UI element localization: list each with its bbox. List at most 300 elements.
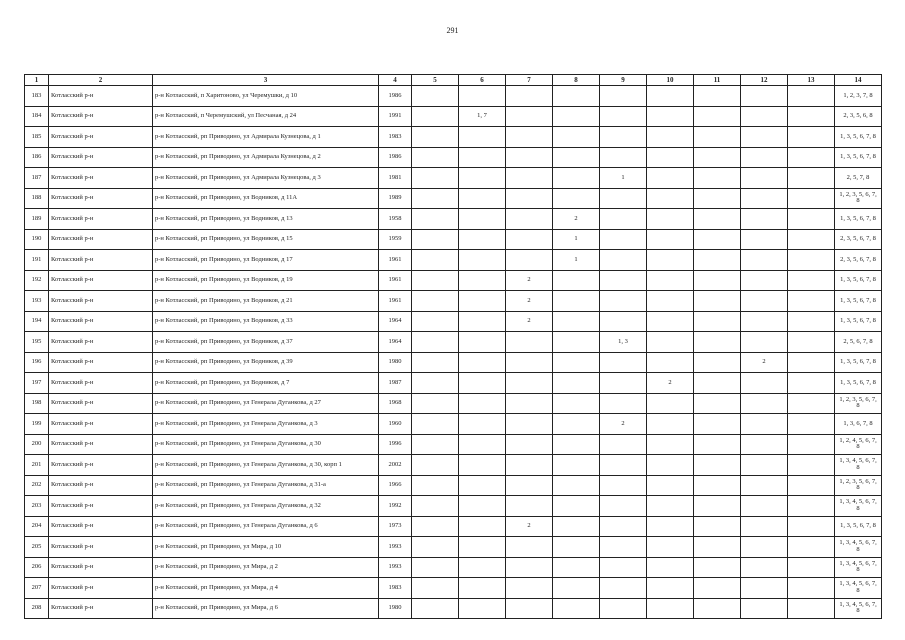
col11-cell (694, 434, 741, 455)
col11-cell (694, 414, 741, 435)
district-cell: Котласский р-н (49, 434, 153, 455)
year-cell: 2002 (379, 455, 412, 476)
col8-cell (553, 270, 600, 291)
table-row (25, 557, 882, 578)
col8-cell (553, 496, 600, 517)
col9-cell (600, 106, 647, 127)
col9-cell (600, 250, 647, 271)
district-cell: Котласский р-н (49, 147, 153, 168)
col12-cell: 2 (741, 352, 788, 373)
col9-cell (600, 147, 647, 168)
col11-cell (694, 106, 741, 127)
col6-cell (459, 188, 506, 209)
year-cell: 1993 (379, 557, 412, 578)
col8-cell (553, 291, 600, 312)
table-row (25, 291, 882, 312)
district-cell: Котласский р-н (49, 537, 153, 558)
table-row (25, 475, 882, 496)
year-cell: 1989 (379, 188, 412, 209)
col12-cell (741, 311, 788, 332)
column-header-12: 12 (741, 75, 788, 86)
table-body (25, 86, 882, 619)
address-cell: р-н Котласский, рп Приводино, ул Адмирала Кузнецова, д 3 (153, 168, 379, 189)
year-cell: 1968 (379, 393, 412, 414)
year-cell: 1959 (379, 229, 412, 250)
codes-cell: 1, 3, 4, 5, 6, 7, 8 (835, 557, 882, 578)
col6-cell (459, 168, 506, 189)
col5-cell (412, 393, 459, 414)
col9-cell (600, 455, 647, 476)
col10-cell (647, 414, 694, 435)
col11-cell (694, 332, 741, 353)
col13-cell (788, 291, 835, 312)
row-number: 188 (25, 188, 49, 209)
registry-table (24, 74, 882, 619)
col7-cell (506, 250, 553, 271)
col7-cell (506, 414, 553, 435)
col6-cell (459, 537, 506, 558)
col5-cell (412, 455, 459, 476)
row-number: 203 (25, 496, 49, 517)
year-cell: 1960 (379, 414, 412, 435)
year-cell: 1986 (379, 86, 412, 107)
table-row (25, 106, 882, 127)
col5-cell (412, 147, 459, 168)
col9-cell (600, 373, 647, 394)
codes-cell: 2, 5, 7, 8 (835, 168, 882, 189)
col6-cell (459, 496, 506, 517)
col8-cell: 1 (553, 229, 600, 250)
address-cell: р-н Котласский, рп Приводино, ул Генерала Дуганкова, д 27 (153, 393, 379, 414)
codes-cell: 1, 3, 4, 5, 6, 7, 8 (835, 578, 882, 599)
col6-cell (459, 270, 506, 291)
col10-cell (647, 434, 694, 455)
row-number: 187 (25, 168, 49, 189)
col6-cell (459, 393, 506, 414)
col6-cell (459, 352, 506, 373)
district-cell: Котласский р-н (49, 270, 153, 291)
address-cell: р-н Котласский, рп Приводино, ул Водников, д 21 (153, 291, 379, 312)
col12-cell (741, 168, 788, 189)
col7-cell (506, 434, 553, 455)
col12-cell (741, 537, 788, 558)
col12-cell (741, 332, 788, 353)
codes-cell: 2, 3, 5, 6, 7, 8 (835, 229, 882, 250)
codes-cell: 2, 3, 5, 6, 8 (835, 106, 882, 127)
row-number: 204 (25, 516, 49, 537)
col9-cell (600, 352, 647, 373)
codes-cell: 1, 3, 4, 5, 6, 7, 8 (835, 598, 882, 619)
col7-cell (506, 86, 553, 107)
col9-cell: 1 (600, 168, 647, 189)
col8-cell (553, 578, 600, 599)
year-cell: 1966 (379, 475, 412, 496)
col13-cell (788, 516, 835, 537)
col7-cell: 2 (506, 311, 553, 332)
codes-cell: 1, 3, 4, 5, 6, 7, 8 (835, 537, 882, 558)
district-cell: Котласский р-н (49, 168, 153, 189)
col10-cell (647, 127, 694, 148)
address-cell: р-н Котласский, п Черемушский, ул Песчаная, д 24 (153, 106, 379, 127)
table-row (25, 209, 882, 230)
year-cell: 1961 (379, 270, 412, 291)
col5-cell (412, 414, 459, 435)
col7-cell (506, 578, 553, 599)
year-cell: 1993 (379, 537, 412, 558)
col13-cell (788, 147, 835, 168)
col7-cell: 2 (506, 516, 553, 537)
codes-cell: 2, 5, 6, 7, 8 (835, 332, 882, 353)
col8-cell (553, 311, 600, 332)
district-cell: Котласский р-н (49, 311, 153, 332)
col13-cell (788, 311, 835, 332)
row-number: 201 (25, 455, 49, 476)
col8-cell: 2 (553, 209, 600, 230)
col13-cell (788, 373, 835, 394)
address-cell: р-н Котласский, рп Приводино, ул Водников, д 11А (153, 188, 379, 209)
col7-cell (506, 496, 553, 517)
col12-cell (741, 578, 788, 599)
year-cell: 1958 (379, 209, 412, 230)
col6-cell (459, 557, 506, 578)
col10-cell (647, 250, 694, 271)
col12-cell (741, 557, 788, 578)
col9-cell (600, 537, 647, 558)
col13-cell (788, 557, 835, 578)
row-number: 207 (25, 578, 49, 599)
year-cell: 1961 (379, 250, 412, 271)
col7-cell (506, 229, 553, 250)
col11-cell (694, 537, 741, 558)
col7-cell (506, 598, 553, 619)
col12-cell (741, 455, 788, 476)
col10-cell: 2 (647, 373, 694, 394)
col8-cell (553, 537, 600, 558)
col11-cell (694, 188, 741, 209)
table-row (25, 352, 882, 373)
col5-cell (412, 106, 459, 127)
col7-cell (506, 209, 553, 230)
col9-cell (600, 188, 647, 209)
row-number: 183 (25, 86, 49, 107)
col5-cell (412, 352, 459, 373)
codes-cell: 1, 3, 5, 6, 7, 8 (835, 147, 882, 168)
col8-cell (553, 557, 600, 578)
table-row (25, 229, 882, 250)
address-cell: р-н Котласский, рп Приводино, ул Генерала Дуганкова, д 30, корп 1 (153, 455, 379, 476)
col5-cell (412, 516, 459, 537)
col9-cell: 1, 3 (600, 332, 647, 353)
col5-cell (412, 557, 459, 578)
col13-cell (788, 332, 835, 353)
col9-cell (600, 598, 647, 619)
col9-cell (600, 311, 647, 332)
col8-cell (553, 352, 600, 373)
col6-cell (459, 209, 506, 230)
col5-cell (412, 229, 459, 250)
col10-cell (647, 475, 694, 496)
col12-cell (741, 291, 788, 312)
year-cell: 1991 (379, 106, 412, 127)
col13-cell (788, 209, 835, 230)
col5-cell (412, 127, 459, 148)
col10-cell (647, 516, 694, 537)
year-cell: 1983 (379, 578, 412, 599)
table-row (25, 496, 882, 517)
col6-cell (459, 475, 506, 496)
col9-cell (600, 557, 647, 578)
col9-cell (600, 434, 647, 455)
col11-cell (694, 393, 741, 414)
district-cell: Котласский р-н (49, 578, 153, 599)
col12-cell (741, 598, 788, 619)
year-cell: 1964 (379, 332, 412, 353)
codes-cell: 1, 2, 3, 5, 6, 7, 8 (835, 475, 882, 496)
column-header-7: 7 (506, 75, 553, 86)
col12-cell (741, 373, 788, 394)
table-row (25, 250, 882, 271)
district-cell: Котласский р-н (49, 373, 153, 394)
col8-cell (553, 86, 600, 107)
col9-cell (600, 496, 647, 517)
col6-cell (459, 373, 506, 394)
year-cell: 1983 (379, 127, 412, 148)
row-number: 190 (25, 229, 49, 250)
col12-cell (741, 250, 788, 271)
address-cell: р-н Котласский, рп Приводино, ул Водников, д 13 (153, 209, 379, 230)
col10-cell (647, 106, 694, 127)
col11-cell (694, 250, 741, 271)
col6-cell (459, 127, 506, 148)
col5-cell (412, 209, 459, 230)
col5-cell (412, 250, 459, 271)
year-cell: 1980 (379, 352, 412, 373)
col8-cell: 1 (553, 250, 600, 271)
col13-cell (788, 352, 835, 373)
col12-cell (741, 434, 788, 455)
district-cell: Котласский р-н (49, 106, 153, 127)
col11-cell (694, 455, 741, 476)
col10-cell (647, 270, 694, 291)
col12-cell (741, 475, 788, 496)
col9-cell (600, 475, 647, 496)
col5-cell (412, 475, 459, 496)
col13-cell (788, 106, 835, 127)
district-cell: Котласский р-н (49, 414, 153, 435)
codes-cell: 1, 2, 3, 7, 8 (835, 86, 882, 107)
col13-cell (788, 393, 835, 414)
col5-cell (412, 434, 459, 455)
col5-cell (412, 373, 459, 394)
col13-cell (788, 496, 835, 517)
row-number: 193 (25, 291, 49, 312)
col13-cell (788, 250, 835, 271)
col11-cell (694, 147, 741, 168)
col7-cell (506, 127, 553, 148)
col10-cell (647, 578, 694, 599)
col8-cell (553, 516, 600, 537)
col8-cell (553, 147, 600, 168)
col7-cell: 2 (506, 291, 553, 312)
row-number: 208 (25, 598, 49, 619)
col12-cell (741, 270, 788, 291)
column-header-5: 5 (412, 75, 459, 86)
codes-cell: 1, 2, 3, 5, 6, 7, 8 (835, 188, 882, 209)
col10-cell (647, 332, 694, 353)
address-cell: р-н Котласский, рп Приводино, ул Мира, д 6 (153, 598, 379, 619)
col6-cell (459, 598, 506, 619)
col7-cell (506, 168, 553, 189)
col13-cell (788, 598, 835, 619)
year-cell: 1996 (379, 434, 412, 455)
address-cell: р-н Котласский, рп Приводино, ул Водников, д 33 (153, 311, 379, 332)
col13-cell (788, 188, 835, 209)
row-number: 185 (25, 127, 49, 148)
col6-cell (459, 516, 506, 537)
table-row (25, 373, 882, 394)
col10-cell (647, 147, 694, 168)
col9-cell: 2 (600, 414, 647, 435)
row-number: 199 (25, 414, 49, 435)
col5-cell (412, 598, 459, 619)
codes-cell: 1, 3, 6, 7, 8 (835, 414, 882, 435)
col11-cell (694, 352, 741, 373)
col9-cell (600, 229, 647, 250)
year-cell: 1986 (379, 147, 412, 168)
codes-cell: 1, 3, 5, 6, 7, 8 (835, 352, 882, 373)
district-cell: Котласский р-н (49, 209, 153, 230)
address-cell: р-н Котласский, рп Приводино, ул Водников, д 17 (153, 250, 379, 271)
col9-cell (600, 270, 647, 291)
col12-cell (741, 496, 788, 517)
address-cell: р-н Котласский, рп Приводино, ул Мира, д 4 (153, 578, 379, 599)
table-row (25, 414, 882, 435)
table-row (25, 311, 882, 332)
col7-cell (506, 393, 553, 414)
col8-cell (553, 455, 600, 476)
col11-cell (694, 598, 741, 619)
column-header-3: 3 (153, 75, 379, 86)
address-cell: р-н Котласский, рп Приводино, ул Генерала Дуганкова, д 32 (153, 496, 379, 517)
row-number: 186 (25, 147, 49, 168)
year-cell: 1981 (379, 168, 412, 189)
col11-cell (694, 557, 741, 578)
col10-cell (647, 393, 694, 414)
table-row (25, 516, 882, 537)
district-cell: Котласский р-н (49, 475, 153, 496)
col12-cell (741, 414, 788, 435)
table-row (25, 578, 882, 599)
address-cell: р-н Котласский, рп Приводино, ул Генерала Дуганкова, д 3 (153, 414, 379, 435)
column-header-6: 6 (459, 75, 506, 86)
col10-cell (647, 537, 694, 558)
col5-cell (412, 86, 459, 107)
table-row (25, 188, 882, 209)
address-cell: р-н Котласский, рп Приводино, ул Генерала Дуганкова, д 30 (153, 434, 379, 455)
table-header-row (25, 75, 882, 86)
col11-cell (694, 475, 741, 496)
col7-cell (506, 557, 553, 578)
col7-cell (506, 188, 553, 209)
district-cell: Котласский р-н (49, 127, 153, 148)
district-cell: Котласский р-н (49, 455, 153, 476)
col5-cell (412, 188, 459, 209)
codes-cell: 1, 3, 5, 6, 7, 8 (835, 311, 882, 332)
col8-cell (553, 168, 600, 189)
col8-cell (553, 393, 600, 414)
codes-cell: 1, 3, 4, 5, 6, 7, 8 (835, 455, 882, 476)
col8-cell (553, 598, 600, 619)
col8-cell (553, 127, 600, 148)
col10-cell (647, 352, 694, 373)
col5-cell (412, 291, 459, 312)
col10-cell (647, 188, 694, 209)
col6-cell (459, 414, 506, 435)
address-cell: р-н Котласский, рп Приводино, ул Адмирала Кузнецова, д 1 (153, 127, 379, 148)
col7-cell (506, 455, 553, 476)
district-cell: Котласский р-н (49, 352, 153, 373)
col9-cell (600, 127, 647, 148)
col13-cell (788, 578, 835, 599)
col10-cell (647, 311, 694, 332)
codes-cell: 1, 3, 5, 6, 7, 8 (835, 291, 882, 312)
col10-cell (647, 168, 694, 189)
year-cell: 1973 (379, 516, 412, 537)
district-cell: Котласский р-н (49, 250, 153, 271)
year-cell: 1961 (379, 291, 412, 312)
col8-cell (553, 414, 600, 435)
year-cell: 1992 (379, 496, 412, 517)
col13-cell (788, 475, 835, 496)
col7-cell (506, 332, 553, 353)
col5-cell (412, 496, 459, 517)
column-header-9: 9 (600, 75, 647, 86)
col10-cell (647, 557, 694, 578)
col8-cell (553, 373, 600, 394)
row-number: 205 (25, 537, 49, 558)
col10-cell (647, 86, 694, 107)
address-cell: р-н Котласский, рп Приводино, ул Водников, д 15 (153, 229, 379, 250)
col13-cell (788, 414, 835, 435)
col8-cell (553, 475, 600, 496)
col10-cell (647, 209, 694, 230)
table-row (25, 393, 882, 414)
table-row (25, 598, 882, 619)
district-cell: Котласский р-н (49, 188, 153, 209)
col13-cell (788, 229, 835, 250)
col5-cell (412, 537, 459, 558)
codes-cell: 1, 2, 4, 5, 6, 7, 8 (835, 434, 882, 455)
col11-cell (694, 270, 741, 291)
table-row (25, 434, 882, 455)
col5-cell (412, 168, 459, 189)
col10-cell (647, 455, 694, 476)
col12-cell (741, 188, 788, 209)
codes-cell: 1, 3, 5, 6, 7, 8 (835, 516, 882, 537)
col9-cell (600, 578, 647, 599)
col6-cell (459, 86, 506, 107)
col5-cell (412, 332, 459, 353)
col9-cell (600, 86, 647, 107)
col13-cell (788, 127, 835, 148)
col8-cell (553, 332, 600, 353)
col7-cell (506, 537, 553, 558)
col6-cell (459, 455, 506, 476)
row-number: 197 (25, 373, 49, 394)
table-row (25, 270, 882, 291)
address-cell: р-н Котласский, рп Приводино, ул Мира, д 10 (153, 537, 379, 558)
col8-cell (553, 434, 600, 455)
